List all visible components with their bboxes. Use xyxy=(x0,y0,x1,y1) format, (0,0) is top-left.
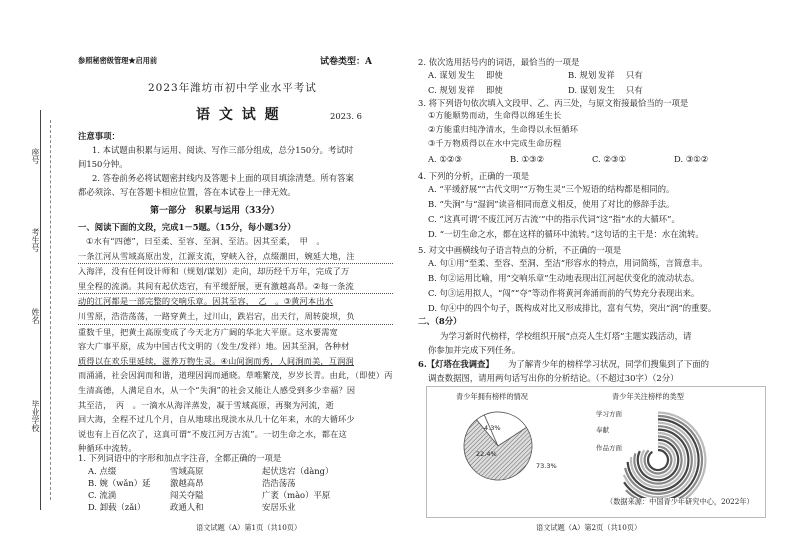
radial-category-label: 奉献 xyxy=(596,426,609,434)
q3-opt-b[interactable]: B. ①③② xyxy=(510,154,545,164)
pie-slice-label: 73.3% xyxy=(536,462,557,470)
intro-line-2: 你参加并完成下列任务。 xyxy=(428,345,521,355)
option-d-1: D. 卸载（zǎi） xyxy=(88,502,146,512)
q5-opt-d[interactable]: D. 句④中的四个句子，既构成对比又形成排比，富有气势，突出“润”的重要。 xyxy=(428,303,717,313)
question-3: 3. 将下列语句依次填入文段甲、乙、丙三处，与原文衔接最恰当的一项是 xyxy=(418,98,689,108)
section-two-heading: 二、（8分） xyxy=(418,316,462,326)
seal-dashed-line xyxy=(50,120,51,500)
q2-d-2: 发生 xyxy=(598,85,615,95)
passage-line: 入海洋，没有任何设计师和（规划/谋划）走向，却历经千万年，完成了万 xyxy=(78,266,350,277)
option-b-2: 激越高昂 xyxy=(170,478,204,488)
q6-text-2: 调查数据图，请用两句话写出你的分析结论。（不超过30字）（2分） xyxy=(428,373,679,383)
binding-line xyxy=(40,110,41,510)
option-a-3: 起伏迭宕（dàng） xyxy=(262,466,334,476)
confidential-note: 参照秘密级管理★启用前 xyxy=(78,56,158,65)
passage-line: 动的江河都是一部完整的交响乐章。因其至容， 乙 。③黄河本出水 xyxy=(78,296,334,307)
passage-line: 容大广事平原，成为中国古代文明的（发生/发祥）地。因其至洞，各种材 xyxy=(78,341,350,352)
left-page-footer: 语文试题（A）第1页（共10页） xyxy=(196,523,302,532)
question-1: 1. 下列词语中的字形和加点字注音，全都正确的一项是 xyxy=(78,453,282,463)
passage-line: 说也有上百亿次了，这真可谓“不废江河万古流”。一切生命之水，都在这 xyxy=(78,428,347,439)
binding-exam-no-label: 考生号 xyxy=(31,228,40,252)
note-line-1: 1. 本试题由积累与运用、阅读、写作三部分组成，总分150分。考试时 xyxy=(92,145,354,155)
q3-item-2: ②方能重归纯净清水，生命得以永恒循环 xyxy=(428,124,579,134)
passage-line: 里全程的流淌。其间有起伏迭宕，有平缓舒展，更有激越高昂。②每一条流 xyxy=(78,279,393,295)
radial-category-label: 学习方面 xyxy=(596,410,622,418)
data-source: （数据来源：中国青少年研究中心，2022年） xyxy=(606,497,754,506)
binding-seat-label: 座号 xyxy=(31,148,40,164)
q2-a-2: 发生 xyxy=(458,70,475,80)
q2-c-3: 即使 xyxy=(486,85,503,95)
reading-passage xyxy=(78,234,393,456)
q2-a-3: 即使 xyxy=(486,70,503,80)
q2-d-3: 只有 xyxy=(626,85,643,95)
question-1-options xyxy=(88,465,333,513)
q4-opt-a[interactable]: A. “平缓舒展”“古代文明”“万物生灵”三个短语的结构都是相同的。 xyxy=(428,184,675,194)
option-c-2: 闯关夺隘 xyxy=(170,490,204,500)
q6-label: 6.【灯塔在我调查】 xyxy=(418,359,494,369)
binding-school-label: 毕业学校 xyxy=(31,400,40,432)
question-4-options xyxy=(428,183,704,240)
notes-heading: 注意事项： xyxy=(78,131,120,141)
radial-category-label: 作品方面 xyxy=(596,444,622,452)
passage-line: 回大海，全程不过几个月，自从地球出现淡水从几十亿年来，水的大循环少 xyxy=(78,414,355,425)
pie-chart xyxy=(438,402,584,486)
q2-c-1: C. 规划 xyxy=(428,85,457,95)
q3-item-1: ①方能顺势而动，生命得以绵延生长 xyxy=(428,110,562,120)
q3-opt-a[interactable]: A. ①②③ xyxy=(428,154,462,164)
exam-title: 2023年潍坊市初中学业水平考试 xyxy=(148,82,317,94)
q6-text-1: 为了解青少年的榜样学习状况，同学们搜集到了下面的 xyxy=(508,359,709,369)
passage-line: 种循环中流转。 xyxy=(78,443,137,454)
passage-line: 一条江河从雪域高原出发，江源支流，穿峡入谷，点缀潮田，婉延大地，注 xyxy=(78,249,393,265)
note-line-3: 2. 答卷前务必将试题密封线内及答题卡上面的项目填涂清楚。所有答案 xyxy=(92,173,354,183)
q2-d-1: D. 谋划 xyxy=(568,85,597,95)
passage-line: 而涌涌，社会因润而和谐，道理因润而通晓。草唯繁茂，岁岁长青。由此，（即使）丙 xyxy=(78,370,393,381)
q5-opt-c[interactable]: C. 句③运用拟人，“闯”“夺”等动作将黄河奔涌而前的气势充分表现出来。 xyxy=(428,288,700,298)
option-a-2: 雪域高原 xyxy=(170,466,204,476)
q3-item-3: ③千万物质得以在水中完成生命历程 xyxy=(428,138,562,148)
question-5: 5. 对文中画横线句子语言特点的分析，不正确的一项是 xyxy=(418,245,622,255)
option-b-1: B. 婉（wǎn）延 xyxy=(88,478,151,488)
q2-a-1: A. 谋划 xyxy=(428,70,457,80)
option-a-1: A. 点缀 xyxy=(88,466,117,476)
q2-b-2: 发祥 xyxy=(598,70,615,80)
note-line-2: 间150分钟。 xyxy=(78,159,128,169)
passage-line: 重数千里，把黄土高原变成了今天北方广阔的华北大平原。这水要需宽 xyxy=(78,326,339,337)
option-row[interactable] xyxy=(88,477,333,489)
q2-b-3: 只有 xyxy=(626,70,643,80)
option-d-3: 安居乐业 xyxy=(262,502,296,512)
q5-opt-a[interactable]: A. 句①用“至柔、至容、至洞、至洁”形容水的特点，用词简练，言简意丰。 xyxy=(428,258,708,268)
radial-chart xyxy=(596,402,756,498)
passage-line: 质得以在欢乐里延续，滋养万物生灵。④山间涧而秀，人间涧而美，互润润 xyxy=(78,355,354,366)
q4-opt-b[interactable]: B. “失涧”与“湿润”读音相同而意义相反，使用了对比的修辞手法。 xyxy=(428,199,675,209)
q4-opt-c[interactable]: C. “这真可谓‘不废江河万古流’”中的指示代词“这”指“水的大循环”。 xyxy=(428,214,680,224)
exam-date: 2023. 6 xyxy=(330,111,362,121)
right-page-footer: 语文试题（A）第2页（共10页） xyxy=(536,523,642,532)
question-3-options xyxy=(428,153,708,165)
radial-bar xyxy=(641,443,675,477)
pie-slice-label: 22.4% xyxy=(476,450,497,458)
radial-chart-title: 青少年关注榜样的类型 xyxy=(612,392,684,401)
question-2: 2. 依次选用括号内的词语，最恰当的一项是 xyxy=(418,57,580,67)
option-row[interactable] xyxy=(88,489,333,501)
binding-name-label: 姓名 xyxy=(31,308,40,324)
q4-opt-d[interactable]: D. “一切生命之水，都在这样的循环中流转。”这句话的主干是：水在流转。 xyxy=(428,229,704,239)
option-c-1: C. 流淌 xyxy=(88,490,117,500)
q3-opt-c[interactable]: C. ②③① xyxy=(592,154,626,164)
question-2-options xyxy=(428,69,643,96)
option-c-3: 广袤（mào）平原 xyxy=(262,490,331,500)
passage-line: ①水有“四德”，曰至柔、至容、至洞、至洁。因其至柔， 甲 。 xyxy=(86,236,325,246)
pie-chart-title: 青少年拥有榜样的情况 xyxy=(456,392,528,401)
q5-opt-b[interactable]: B. 句②运用比喻，用“交响乐章”生动地表现出江河起伏变化的流动状态。 xyxy=(428,273,700,283)
question-5-options xyxy=(428,257,716,314)
option-d-2: 政通人和 xyxy=(170,502,204,512)
pie-slice-label: 4.3% xyxy=(484,424,501,432)
passage-line: 生清高德，人满足自水，从一个“失涧”的社会又能让人感受到多少幸福？因 xyxy=(78,384,356,395)
intro-line-1: 为学习新时代榜样，学校组织开展“点亮人生灯塔”主题实践活动，请 xyxy=(440,331,692,341)
subject-title: 语 文 试 题 xyxy=(196,107,281,123)
radial-bar xyxy=(648,450,668,470)
option-row[interactable] xyxy=(88,501,333,513)
question-4: 4. 下列的分析，正确的一项是 xyxy=(418,171,530,181)
passage-line: 其至洁， 丙 。一滴水从海洋蒸发，凝于雪域高原，再聚为河流，逝 xyxy=(78,399,334,410)
q3-opt-d[interactable]: D. ③①② xyxy=(674,154,709,164)
q2-c-2: 发祥 xyxy=(458,85,475,95)
passage-line: 川雪原，浩浩荡荡，一路穿黄土，过川山，跌岩宕，出天行，周转旋坝，负 xyxy=(78,309,393,325)
part-one-heading: 第一部分 积累与运用（33分） xyxy=(150,206,280,216)
radial-bar xyxy=(631,433,685,487)
q2-b-1: B. 规划 xyxy=(568,70,597,80)
exam-type: 试卷类型：A xyxy=(320,57,372,67)
section-one-heading: 一、阅读下面的文段，完成1－5题。（15分，每小题3分） xyxy=(78,222,296,232)
option-b-3: 浩浩荡荡 xyxy=(262,478,296,488)
option-row[interactable] xyxy=(88,465,333,477)
note-line-4: 都必须涂、写在答题卡相应位置，答在本试卷上一律无效。 xyxy=(78,187,296,197)
